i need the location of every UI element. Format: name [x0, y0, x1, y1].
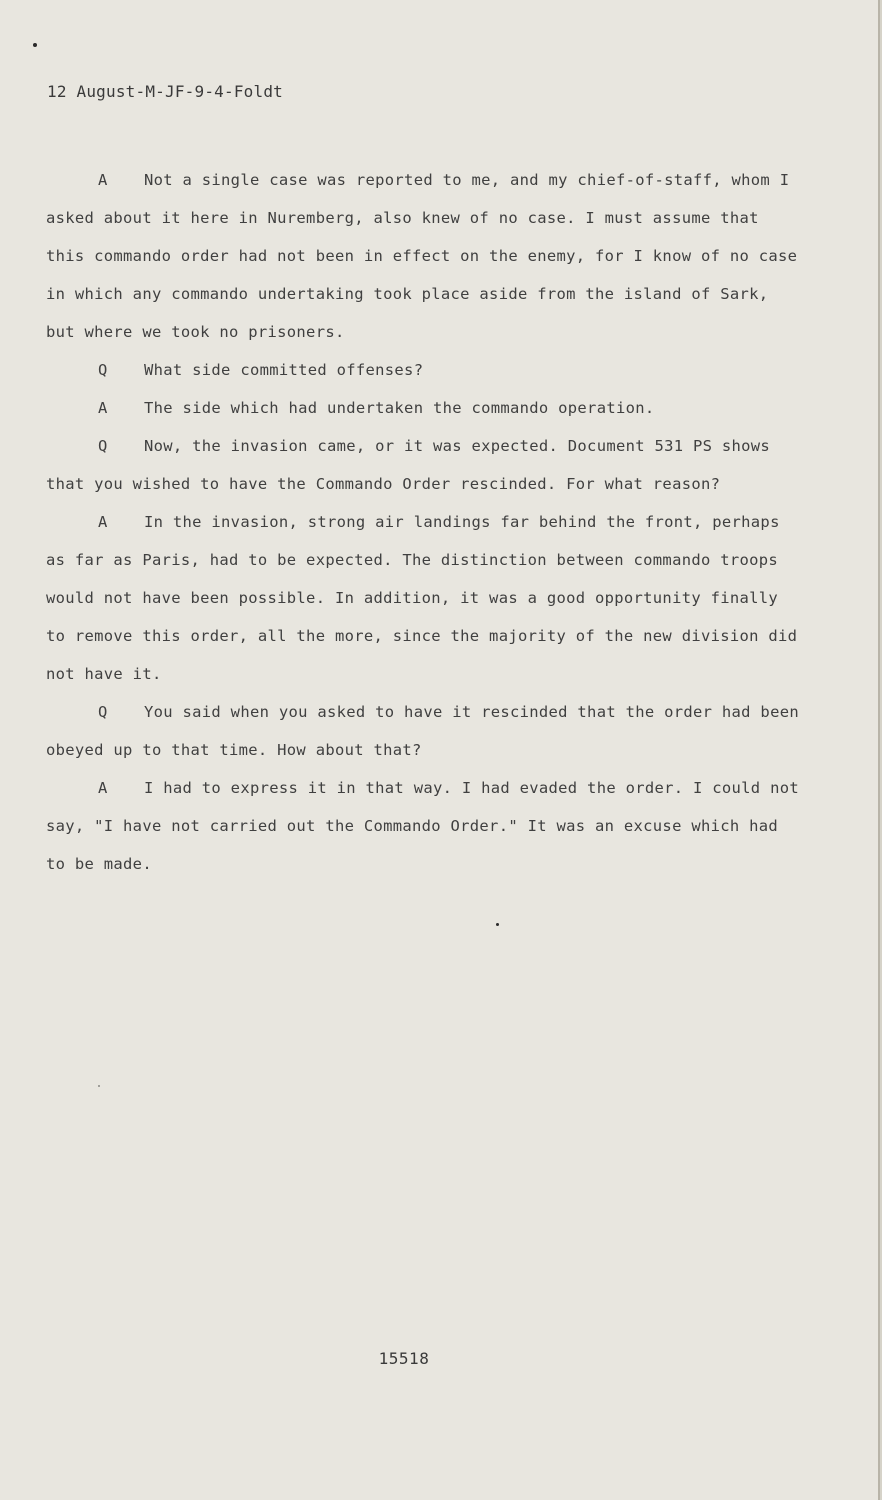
speaker-label: A: [98, 513, 108, 531]
paragraph-text: You said when you asked to have it rescinded that the order had been obeyed up to that time. How about that?: [46, 703, 799, 759]
transcript-paragraph: [46, 693, 806, 769]
transcript-paragraph: [46, 351, 806, 389]
ink-dot: [98, 1085, 100, 1087]
transcript-body: [46, 161, 806, 883]
transcript-paragraph: [46, 769, 806, 883]
paragraph-text: I had to express it in that way. I had evaded the order. I could not say, "I have not carried out the Commando Order." It was an excuse which had to be made.: [46, 779, 799, 873]
speaker-label: A: [98, 779, 108, 797]
ink-dot: [496, 923, 499, 926]
page-number: 15518: [378, 1349, 430, 1368]
speaker-label: Q: [98, 437, 108, 455]
transcript-paragraph: [46, 389, 806, 427]
paragraph-text: The side which had undertaken the commando operation.: [144, 399, 655, 417]
paragraph-text: What side committed offenses?: [144, 361, 424, 379]
transcript-paragraph: [46, 427, 806, 503]
speaker-label: Q: [98, 361, 108, 379]
page-header: 12 August-M-JF-9-4-Foldt: [47, 82, 283, 101]
speaker-label: Q: [98, 703, 108, 721]
speaker-label: A: [98, 171, 108, 189]
transcript-paragraph: [46, 503, 806, 693]
speaker-label: A: [98, 399, 108, 417]
paragraph-text: Not a single case was reported to me, and my chief-of-staff, whom I asked about it here in Nuremberg, also knew of no case. I must assume that this commando order had not been in effect on the enemy, for I know of no case in which any commando undertaking took place aside from the island of Sark, but where we took no prisoners.: [46, 171, 798, 341]
paragraph-text: Now, the invasion came, or it was expected. Document 531 PS shows that you wished to have the Commando Order rescinded. For what reason?: [46, 437, 771, 493]
paragraph-text: In the invasion, strong air landings far behind the front, perhaps as far as Paris, had to be expected. The distinction between commando troops would not have been possible. In addition, it was a good opportunity finally to remove this order, all the more, since the majority of the new division did not have it.: [46, 513, 798, 683]
transcript-paragraph: [46, 161, 806, 351]
ink-dot: [33, 43, 37, 47]
